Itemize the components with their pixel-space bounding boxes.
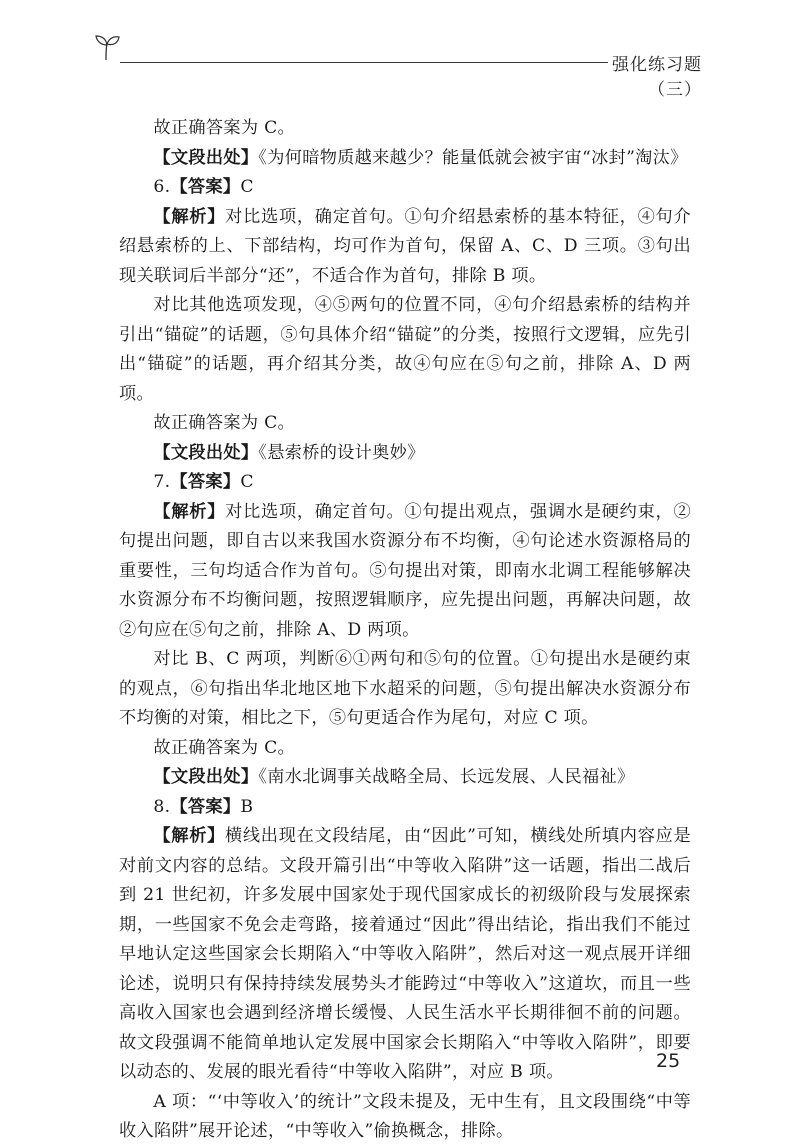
paragraph xyxy=(119,291,691,409)
paragraph-text: 对比选项，确定首句。①句提出观点，强调水是硬约束，②句提出问题，即自古以来我国水资源分布不均衡，④句论述水资源格局的重要性，三句均适合作为首句。⑤句提出对策，即南水北调工程能够解决水资源分布不均衡问题，按照逻辑顺序，应先提出问题，再解决问题，故②句应在⑤句之前，排除 A、D 两项。 xyxy=(119,501,691,640)
section-tag: 解析 xyxy=(171,826,208,846)
header-rule xyxy=(120,62,608,63)
header-title: 强化练习题（三） xyxy=(612,55,702,100)
paragraph: 【文段出处】《为何暗物质越来越少？能量低就会被宇宙“冰封”淘汰》 xyxy=(153,147,688,168)
paragraph: 【解析】横线出现在文段结尾，由“因此”可知，横线处所填内容应是对前文内容的总结。文段开篇引出“中等收入陷阱”这一话题，指出二战后到 21 世纪初，许多发展中国家处于现代国家成长的初级阶段与发展探索期，一些国家不免会走弯路，接着通过“因此”得出结论，指出我们不能过早地认定这些国家会长期陷入“中等收入陷阱”，然后对这一观点展开详细论述，说明只有保持持续发展势头才能跨过“中等收入”这道坎，而且一些高收入国家也会遇到经济增长缓慢、人民生活水平长期徘徊不前的问题。故文段强调不能简单地认定发展中国家会长期陷入“中等收入陷阱”，即要以动态的、发展的眼光看待“中等收入陷阱”，对应 B 项。 xyxy=(119,826,691,1082)
paragraph-text: 《南水北调事关战略全局、长远发展、人民福祉》 xyxy=(258,767,635,787)
paragraph: 【解析】对比选项，确定首句。①句提出观点，强调水是硬约束，②句提出问题，即自古以来我国水资源分布不均衡，④句论述水资源格局的重要性，三句均适合作为首句。⑤句提出对策，即南水北调工程能够解决水资源分布不均衡问题，按照逻辑顺序，应先提出问题，再解决问题，故②句应在⑤句之前，排除 A、D 两项。 xyxy=(119,501,691,640)
paragraph-text: 故正确答案为 C。 xyxy=(153,413,296,433)
page-number: 25 xyxy=(656,1050,681,1072)
section-tag: 答案 xyxy=(187,177,223,197)
paragraph: 8.【答案】B xyxy=(153,796,254,817)
paragraph-text: 对比其他选项发现，④⑤两句的位置不同，④句介绍悬索桥的结构并引出“锚碇”的话题，⑤句具体介绍“锚碇”的分类，按照行文逻辑，应先引出“锚碇”的话题，再介绍其分类，故④句应在⑤句之前，排除 A、D 两项。 xyxy=(119,295,691,404)
paragraph xyxy=(119,409,691,439)
paragraph: 【文段出处】《悬索桥的设计奥妙》 xyxy=(153,442,425,463)
paragraph-text: 故正确答案为 C。 xyxy=(153,118,296,138)
section-tag: 解析 xyxy=(171,501,208,522)
section-tag: 文段出处 xyxy=(170,767,241,787)
answer-letter: B xyxy=(240,796,254,817)
page-body xyxy=(119,114,691,1147)
question-number: 6. xyxy=(153,177,171,197)
paragraph xyxy=(119,114,691,144)
paragraph-text: 对比 B、C 两项，判断⑥①两句和⑤句的位置。①句提出水是硬约束的观点，⑥句指出华北地区地下水超采的问题，⑤句提出解决水资源分布不均衡的对策，相比之下，⑤句更适合作为尾句，对应 C 项。 xyxy=(119,649,691,728)
paragraph: 【解析】对比选项，确定首句。①句介绍悬索桥的基本特征，④句介绍悬索桥的上、下部结构，均可作为首句，保留 A、C、D 三项。③句出现关联词后半部分“还”，不适合作为首句，排除 B 项。 xyxy=(119,206,691,286)
paragraph xyxy=(119,1088,691,1147)
section-tag: 文段出处 xyxy=(170,147,241,168)
section-tag: 文段出处 xyxy=(170,442,241,463)
paragraph: 6.【答案】C xyxy=(153,177,254,197)
answer-letter: C xyxy=(240,472,254,492)
answer-letter: C xyxy=(240,177,254,197)
running-header xyxy=(92,30,702,100)
sprout-icon xyxy=(92,32,122,62)
section-tag: 解析 xyxy=(171,206,208,227)
paragraph-text: 横线出现在文段结尾，由“因此”可知，横线处所填内容应是对前文内容的总结。文段开篇引出“中等收入陷阱”这一话题，指出二战后到 21 世纪初，许多发展中国家处于现代国家成长的初级阶段与发展探索期，一些国家不免会走弯路，接着通过“因此”得出结论，指出我们不能过早地认定这些国家会长期陷入“中等收入陷阱”，然后对这一观点展开详细论述，说明只有保持持续发展势头才能跨过“中等收入”这道坎，而且一些高收入国家也会遇到经济增长缓慢、人民生活水平长期徘徊不前的问题。故文段强调不能简单地认定发展中国家会长期陷入“中等收入陷阱”，即要以动态的、发展的眼光看待“中等收入陷阱”，对应 B 项。 xyxy=(119,826,691,1082)
question-number: 7. xyxy=(153,472,171,492)
section-tag: 答案 xyxy=(187,472,223,492)
paragraph: 7.【答案】C xyxy=(153,472,254,492)
paragraph-text: 《为何暗物质越来越少？能量低就会被宇宙“冰封”淘汰》 xyxy=(258,147,688,168)
paragraph-text: A 项：“‘中等收入’的统计”文段未提及，无中生有，且文段围绕“中等收入陷阱”展开论述，“中等收入”偷换概念，排除。 xyxy=(119,1091,691,1141)
paragraph-text: 对比选项，确定首句。①句介绍悬索桥的基本特征，④句介绍悬索桥的上、下部结构，均可作为首句，保留 A、C、D 三项。③句出现关联词后半部分“还”，不适合作为首句，排除 B 项。 xyxy=(119,206,691,286)
paragraph-text: 故正确答案为 C。 xyxy=(153,737,296,758)
question-number: 8. xyxy=(153,796,171,817)
paragraph-text: 《悬索桥的设计奥妙》 xyxy=(258,442,425,463)
section-tag: 答案 xyxy=(187,796,223,817)
paragraph: 【文段出处】《南水北调事关战略全局、长远发展、人民福祉》 xyxy=(153,767,635,787)
paragraph xyxy=(119,734,691,764)
paragraph xyxy=(119,645,691,734)
